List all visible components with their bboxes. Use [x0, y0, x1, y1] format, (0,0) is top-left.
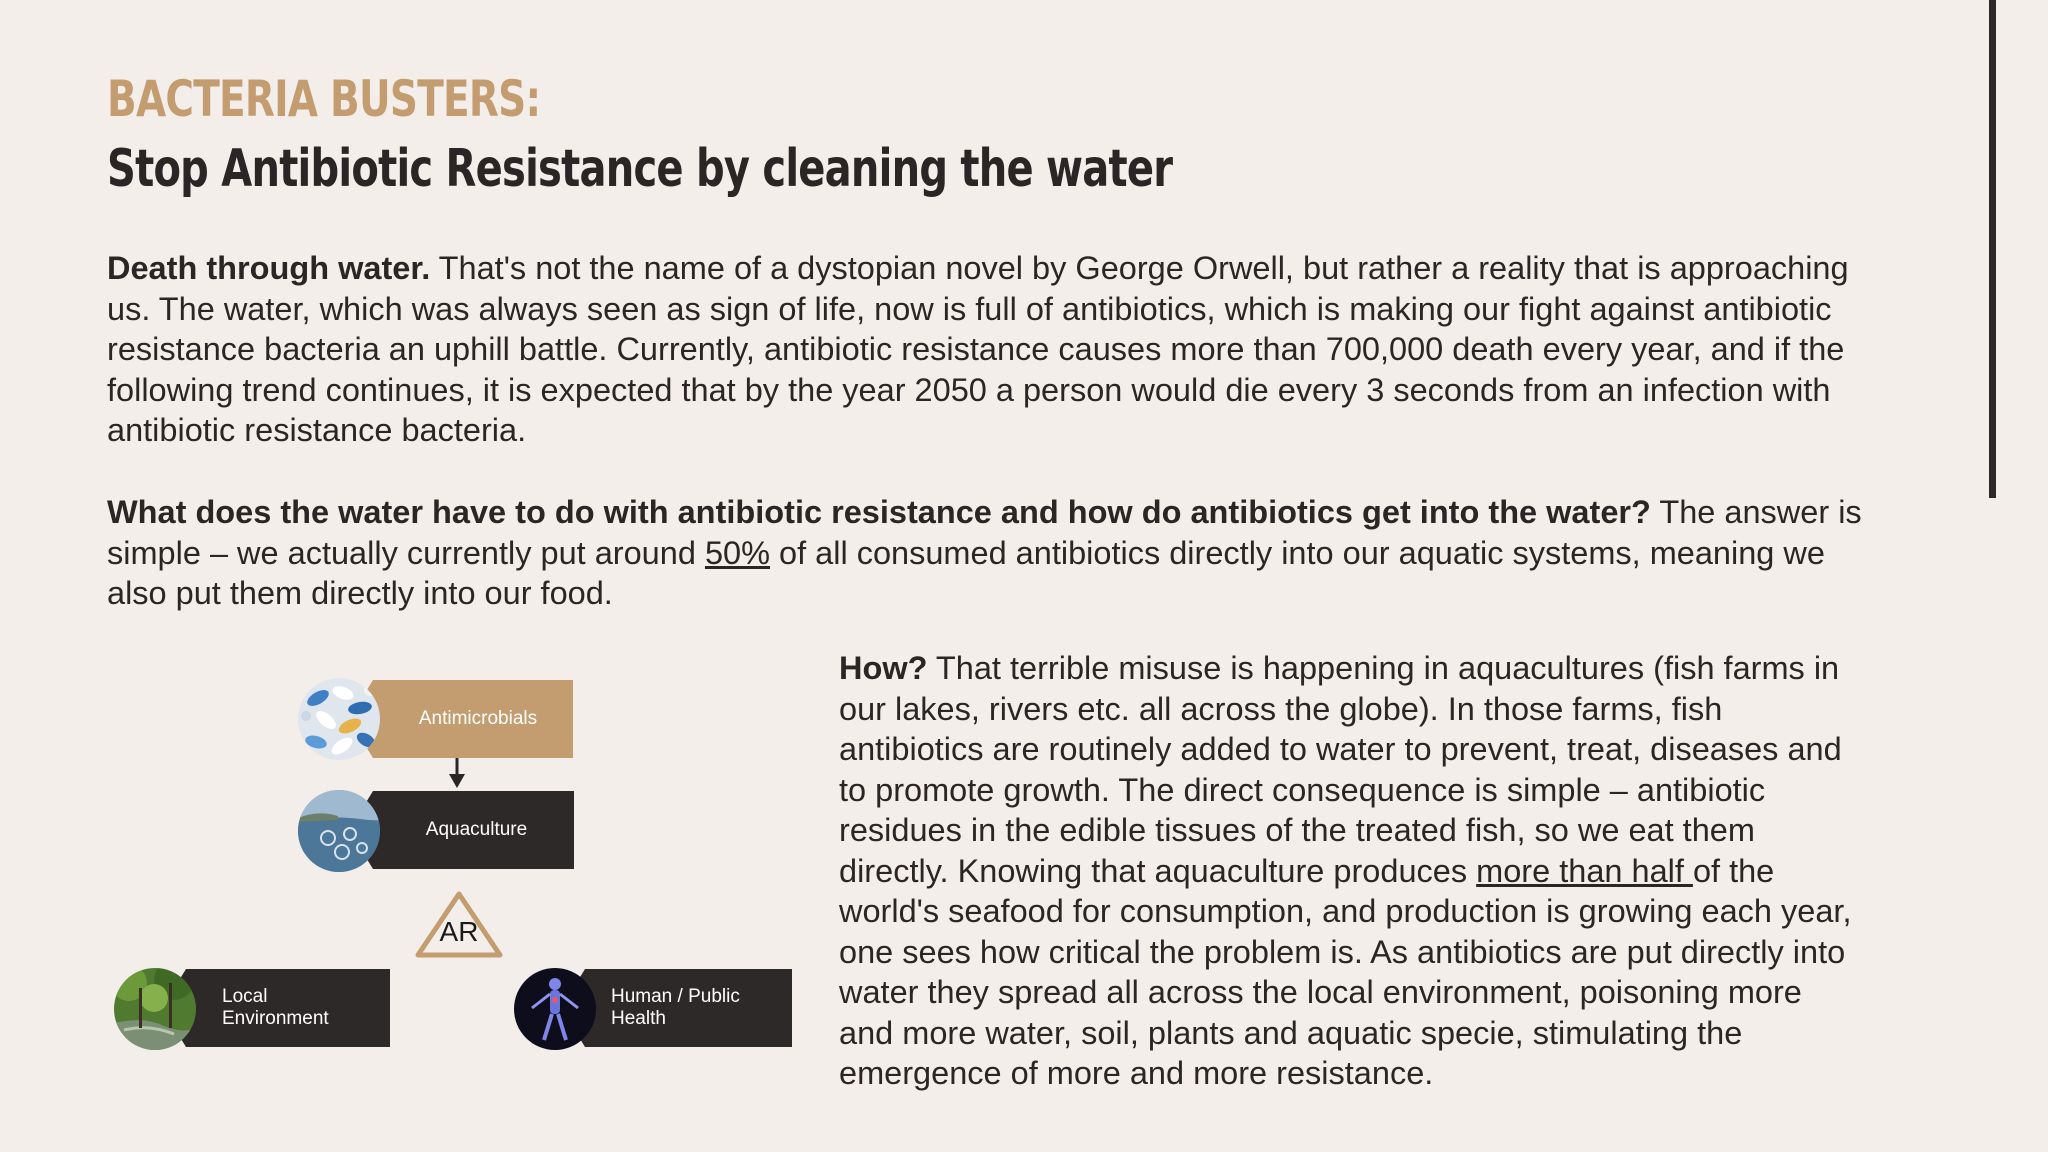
human-label-line1: Human / Public — [611, 986, 740, 1007]
human-anatomy-image — [514, 968, 596, 1050]
local-environment-box — [186, 969, 390, 1047]
page-title: Stop Antibiotic Resistance by cleaning the water — [107, 139, 1173, 199]
paragraph-body: of all consumed antibiotics directly into our aquatic systems, meaning we also put them directly into our food. — [107, 534, 1825, 611]
heading-kicker: BACTERIA BUSTERS: — [107, 70, 541, 128]
link-50-percent[interactable]: 50% — [704, 534, 770, 571]
local-label-line2: Environment — [222, 1008, 329, 1029]
fish-farm-image — [298, 790, 380, 872]
paragraph-lead: What does the water have to do with antibiotic resistance and how do antibiotics get into the water? — [107, 494, 1651, 530]
forest-stream-image — [114, 968, 196, 1050]
paragraph-body: That terrible misuse is happening in aquacultures (fish farms in our lakes, rivers etc. all across the globe). In those farms, fish antibiotics are routinely added to water to prevent, treat, diseases and to promote growth. The direct consequence is simple – antibiotic residues in the edible tissues of the treated fish, so we eat them directly. Knowing that aquaculture produces — [839, 650, 1842, 889]
link-more-than-half[interactable]: more than half — [1476, 852, 1693, 889]
right-edge-rule — [1989, 0, 1996, 498]
paragraph-body: That's not the name of a dystopian novel by George Orwell, but rather a reality that is approaching us. The water, which was always seen as sign of life, now is full of antibiotics, which is making our fight against antibiotic resistance bacteria an uphill battle. Currently, antibiotic resistance causes more than 700,000 death every year, and if the following trend continues, it is expected that by the year 2050 a person would die every 3 seconds from an infection with antibiotic resistance bacteria. — [107, 250, 1849, 448]
paragraph-body: The answer is simple – we actually currently put around — [107, 494, 1862, 571]
human-health-box — [585, 969, 792, 1047]
paragraph-lead: Death through water. — [107, 250, 431, 286]
paragraph-how — [839, 648, 1859, 1094]
paragraph-lead: How? — [839, 650, 928, 686]
pills-image — [298, 678, 380, 760]
local-label-line1: Local — [222, 986, 268, 1007]
paragraph-body: of the world's seafood for consumption, and production is growing each year, one sees how critical the problem is. As antibiotics are put directly into water they spread all across the local environment, poisoning more and more water, soil, plants and aquatic specie, stimulating the emergence of more and more resistance. — [839, 852, 1852, 1091]
aquaculture-box — [373, 791, 574, 869]
arrow-down-icon — [446, 758, 468, 790]
human-label-line2: Health — [611, 1008, 666, 1029]
resistance-flow-diagram — [0, 0, 820, 1100]
antimicrobials-label: Antimicrobials — [418, 708, 538, 729]
antimicrobials-box — [373, 680, 573, 758]
aquaculture-label: Aquaculture — [425, 819, 528, 840]
ar-label: AR — [439, 916, 479, 947]
